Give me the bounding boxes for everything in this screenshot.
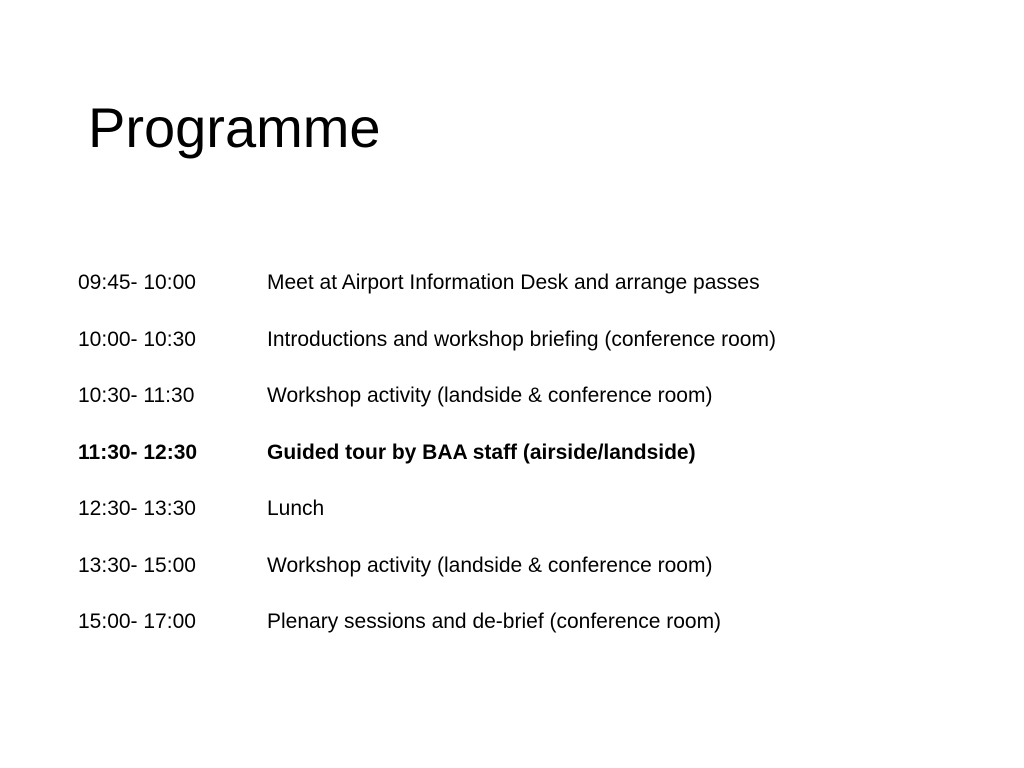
schedule-row xyxy=(78,553,776,610)
schedule-time: 15:00- 17:00 xyxy=(78,610,196,633)
schedule-time: 12:30- 13:30 xyxy=(78,497,196,520)
schedule-row xyxy=(78,383,776,440)
schedule-time: 10:30- 11:30 xyxy=(78,384,195,407)
schedule-row xyxy=(78,496,776,553)
schedule-time: 10:00- 10:30 xyxy=(78,327,196,351)
schedule-activity: Meet at Airport Information Desk and arrange passes xyxy=(267,271,760,294)
schedule-row xyxy=(78,270,776,327)
schedule-activity: Introductions and workshop briefing (conference room) xyxy=(267,327,776,351)
schedule-activity: Lunch xyxy=(267,497,325,520)
schedule-activity: Workshop activity (landside & conference room) xyxy=(267,384,713,407)
programme-schedule xyxy=(78,270,776,666)
schedule-activity: Workshop activity (landside & conference room) xyxy=(267,553,713,577)
schedule-time: 13:30- 15:00 xyxy=(78,553,196,577)
page-title: Programme xyxy=(88,96,381,159)
schedule-activity: Plenary sessions and de-brief (conference room) xyxy=(267,610,722,633)
schedule-activity: Guided tour by BAA staff (airside/landside) xyxy=(267,440,696,464)
schedule-row xyxy=(78,327,776,384)
schedule-time: 11:30- 12:30 xyxy=(78,440,198,464)
schedule-row xyxy=(78,440,776,497)
schedule-time: 09:45- 10:00 xyxy=(78,271,196,294)
schedule-row xyxy=(78,609,776,666)
